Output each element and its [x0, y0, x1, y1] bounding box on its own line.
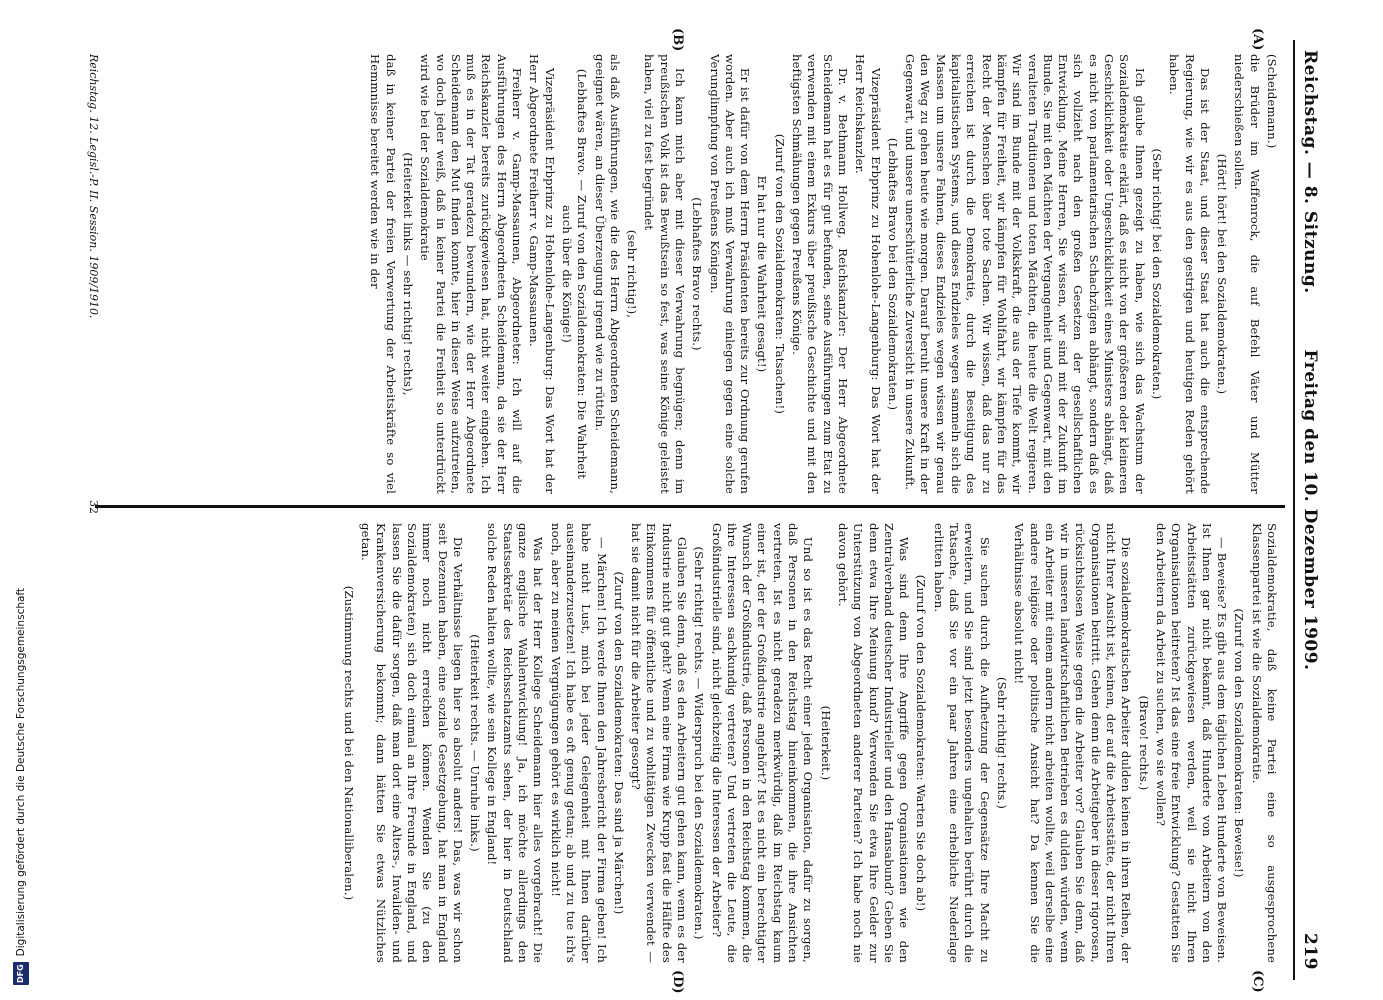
- interjection-text: (Heiterkeit rechts. — Unruhe links.): [468, 634, 483, 852]
- interjection-text: (Bravo! rechts.): [1136, 695, 1151, 791]
- speech-paragraph: als daß Ausführungen, wie die des Herrn Abgeordneten Scheidemann, geeignet wären, an dieser Überzeugung irgend wie zu rütteln.: [592, 54, 622, 494]
- margin-marker-d: (D): [670, 970, 685, 994]
- interjection-text: (Sehr richtig! bei den Sozialdemokraten.): [1149, 148, 1164, 400]
- interjection-text: (Zuruf von den Sozialdemokraten: Warten Sie doch ab!): [914, 574, 929, 912]
- page-header: [1293, 40, 1325, 980]
- margin-marker-b: (B): [670, 28, 685, 52]
- interjection-text: (Zuruf von den Sozialdemokraten: Das sind ja Märchen!): [611, 571, 626, 915]
- interjection-text: (Sehr richtig! rechts.): [994, 677, 1009, 809]
- interjection-text: (Heiterkeit links — sehr richtig! rechts),: [400, 152, 415, 396]
- speech-paragraph: Die sozialdemokratischen Arbeiter dulden keinen in ihren Reihen, der nicht Ihrer Ansicht ist, keinen, der auf die Arbeitsstätte, der nicht Ihren Organisationen beitritt. Gehen denn die Arbeitgeber in dieser rigorosen, rücksichtslosen Weise gegen die Arbeiter vor? Glauben Sie denn, daß wir in unseren landwirtschaftlichen Betrieben es dulden würden, wenn ein Arbeiter mit einem andern nicht arbeiten wollte, weil derselbe eine andere religiöse oder politische Ansicht hat? Da kennen Sie die Verhältnisse absolut nicht!: [1012, 523, 1134, 963]
- speech-paragraph: Sie suchen durch die Aufhetzung der Gegensätze Ihre Macht zu erweitern, und Sie sind jetzt besonders ungehalten berührt durch die Tatsache, daß Sie vor ein paar Jahren eine erhebliche Niederlage erlitten haben.: [931, 523, 992, 963]
- footer-page-number: 32: [87, 500, 100, 514]
- speech-paragraph: Er ist dafür von dem Herrn Präsidenten bereits zur Ordnung gerufen worden. Aber auch ich muß Verwahrung einlegen gegen eine solche Verunglimpfung von Preußens Königen.: [707, 54, 753, 494]
- interjection-text: (Lebhaftes Bravo rechts.): [690, 197, 705, 351]
- header-date: Freitag den 10. Dezember 1909.: [1300, 349, 1320, 671]
- interjection-text: (Lebhaftes Bravo. — Zuruf von den Sozialdemokraten: Die Wahrheit auch über die Könige!): [559, 68, 590, 480]
- speech-paragraph: — Märchen! Ich werde Ihnen den Jahresbericht der Firma geben! Ich habe nicht Lust, mich bei jeder Gelegenheit mit Ihnen darüber auseinanderzusetzen! Ich habe es oft genug getan; ab und zu tue ich's noch, aber zu meinen Vergnügungen gehört es wirklich nicht!: [548, 523, 609, 963]
- column-divider: [95, 505, 1285, 508]
- interjection-text: (Sehr richtig! rechts. — Widerspruch bei den Sozialdemokraten.): [692, 546, 707, 940]
- speech-paragraph: Die Verhältnisse liegen hier so absolut anders! Das, was wir schon seit Dezennien haben, eine soziale Gesetzgebung, hat man in England immer noch nicht erreichen können. Wenden Sie (zu den Sozialdemokraten) sich doch einmal an Ihre Freunde in England, und lassen Sie die dafür sorgen, daß man dort eine Alters-, Invaliden- und Krankenversicherung bekommt; dann hätten Sie etwas Nützliches getan.: [359, 523, 465, 963]
- interjection-text: (Zuruf von den Sozialdemokraten: Beweise!): [1232, 608, 1247, 878]
- header-session: Reichstag. — 8. Sitzung.: [1300, 50, 1320, 294]
- digitization-sidebar: [0, 0, 26, 1000]
- right-text-column: [89, 523, 1279, 963]
- interjection-text: (sehr richtig!),: [625, 229, 640, 319]
- footer-session-info: Reichstag. 12. Legisl.-P. II. Session. 1909/1910.: [87, 54, 100, 319]
- interjection-text: (Lebhaftes Bravo bei den Sozialdemokraten.): [885, 137, 900, 411]
- margin-marker-c: (C): [1250, 970, 1265, 993]
- interjection-text: (Hört! hört! bei den Sozialdemokraten.): [1215, 153, 1230, 395]
- speech-paragraph: Glauben Sie denn, daß es den Arbeitern gut gehen kann, wenn es der Industrie nicht gut geht? Wenn eine Firma wie Krupp fast die Hälfte des Einkommens für öffentliche und zu wohltätigen Zwecken verwendet — hat sie damit nicht für die Arbeiter gesorgt?: [629, 523, 690, 963]
- speech-paragraph: Sozialdemokratie, daß keine Partei eine so ausgesprochene Klassenpartei ist wie die Sozialdemokratie.: [1249, 523, 1279, 963]
- speech-paragraph: — Beweise? Es gibt aus dem täglichen Leben Hunderte von Beweisen. Ist Ihnen gar nicht bekannt, daß Hunderte von Arbeitern von den Arbeitsstätten zurückgewiesen werden, weil sie nicht Ihren Organisationen beitreten? Ist das eine freie Entwicklung? Gestatten Sie den Arbeitern da Arbeit zu suchen, wo sie wollen?: [1153, 523, 1230, 963]
- speech-paragraph: (Scheidemann.): [1265, 54, 1279, 149]
- dfg-logo-icon: DFG: [13, 962, 29, 985]
- speech-paragraph: Was hat der Herr Kollege Scheidemann hier alles vorgebracht! Die ganze englische Wahlentwicklung! Ja, ich möchte allerdings den Staatssekretär des Reichsschatzamts sehen, der hier in Deutschland solche Reden halten wollte, wie sein Kollege in England!: [485, 523, 546, 963]
- margin-marker-a: (A): [1250, 28, 1265, 51]
- header-page-number: 219: [1300, 933, 1320, 970]
- digitization-note: [13, 588, 29, 985]
- speech-paragraph: Dr. v. Bethmann Hollweg, Reichskanzler: Der Herr Abgeordnete Scheidemann hat es für gut befunden, seine Ausführungen zum Etat zu verwenden mit einem Exkurs über preußische Geschichte und mit den heftigsten Schmähungen gegen Preußens Könige.: [790, 54, 850, 494]
- interjection-text: (Heiterkeit.): [818, 705, 833, 781]
- speech-paragraph: Ich kann mich aber mit dieser Verwahrung begnügen; denn im preußischen Volk ist das Bewußtsein so fest, was seine Könige geleistet haben, viel zu fest begründet: [642, 54, 688, 494]
- speech-paragraph: Das ist der Staat, und dieser Staat hat auch die entsprechende Regierung, wie wir es aus den gestrigen und heutigen Reden gehört haben.: [1167, 54, 1212, 494]
- digitization-note-text: Digitalisierung gefördert durch die Deutsche Forschungsgemeinschaft: [15, 587, 27, 957]
- speech-paragraph: Freiherr v. Gamp-Massaunen, Abgeordneter: Ich will auf die Ausführungen des Herrn Abgeordneten Scheidemann, da sie der Herr Reichskanzler bereits zurückgewiesen hat, nicht weiter eingehen. Ich muß es in der Tat geradezu bewundern, wie der Herr Abgeordnete Scheidemann den Mut finden konnte, hier in dieser Weise aufzutreten, wo doch jeder weiß, daß in keiner Partei die Freiheit so unterdrückt wird wie bei der Sozialdemokratie: [418, 54, 525, 494]
- interjection-text: (Zuruf von den Sozialdemokraten: Tatsachen!): [772, 133, 787, 415]
- speech-paragraph: die Brüder im Waffenrock, die auf Befehl Väter und Mütter niederschießen sollen.: [1232, 54, 1262, 494]
- left-text-column: [89, 54, 1279, 494]
- speech-paragraph: Ich glaube Ihnen gezeigt zu haben, wie sich das Wachstum der Sozialdemokratie erklärt, daß es nicht von der größeren oder kleineren Geschicklichkeit oder Ungeschicklichkeit eines Ministers abhängt, daß es nicht von parlamentarischen Schachzügen abhängt, sondern daß es sich vollzieht nach den großen Gesetzen der gesellschaftlichen Entwicklung. Meine Herren, Sie wissen, wir sind mit der Zukunft im Bunde. Sie mit den Mächten der Vergangenheit und Gegenwart, mit den veralteten Traditionen und toten Mächten, die heute die Welt regieren. Wir sind im Bunde mit der Volkskraft, die aus der Tiefe kommt, wir kämpfen für Freiheit, wir kämpfen für Wohlfahrt, wir kämpfen für das Recht der Menschen über tote Sachen. Wir wissen, daß das nur zu erreichen ist durch die Demokratie, durch die Beseitigung des kapitalistischen Systems, und dieses Endzieles wegen sammeln sich die Massen um unsere Fahnen, dieses Endzieles wegen wissen wir genau den Weg zu gehen heute wie morgen. Darauf beruht unsere Kraft in der Gegenwart, und unsere unerschütterliche Zuversicht in unsere Zukunft.: [903, 54, 1147, 494]
- speech-paragraph: daß in keiner Partei der freien Verwertung der Arbeitskräfte so viel Hemmnisse bereitet werden wie in der: [368, 54, 398, 494]
- interjection-text: (Zustimmung rechts und bei den Nationalliberalen.): [341, 585, 356, 901]
- scanned-page: [75, 28, 1325, 994]
- speech-paragraph: Vizepräsident Erbprinz zu Hohenlohe-Langenburg: Das Wort hat der Herr Abgeordnete Freiherr v. Gamp-Massaunen.: [527, 54, 557, 494]
- interjection-text: Er hat nur die Wahrheit gesagt!): [755, 175, 770, 373]
- speech-paragraph: Was sind denn Ihre Angriffe gegen Organisationen wie den Zentralverband deutscher Industrieller und den Hansabund? Geben Sie denn etwa Ihre Meinung kund? Verwenden Sie etwa Ihre Gelder zur Unterstützung von Abgeordneten anderer Parteien? Ich habe noch nie davon gehört.: [835, 523, 912, 963]
- speech-paragraph: Und so ist es das Recht einer jeden Organisation, dafür zu sorgen, daß Personen in den Reichstag hineinkommen, die ihre Ansichten vertreten. Ist es nicht geradezu merkwürdig, daß im Reichstag kaum einer ist, der der Großindustrie angehört? Ist es nicht ein berechtigter Wunsch der Großindustrie, daß Personen in den Reichstag kommen, die ihre Interessen sachkundig vertreten? Und vertreten die Leute, die Großindustrielle sind, nicht gleichzeitig die Interessen der Arbeiter?: [709, 523, 816, 963]
- speech-paragraph: Vizepräsident Erbprinz zu Hohenlohe-Langenburg: Das Wort hat der Herr Reichskanzler.: [853, 54, 883, 494]
